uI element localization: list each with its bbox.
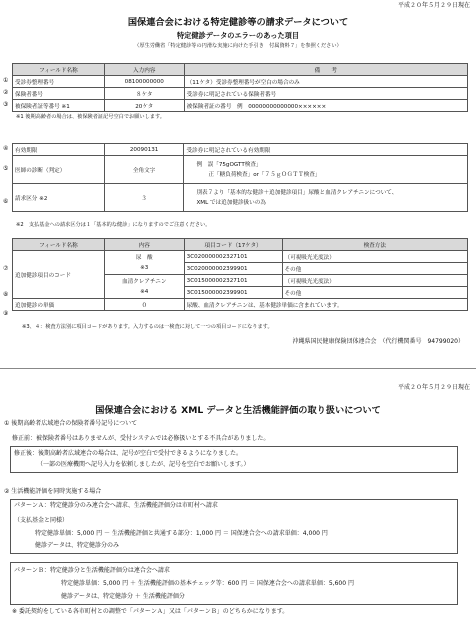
section-2-heading: ② 生活機能評価を同時実施する場合 xyxy=(4,488,102,495)
doc2-footer: ※ 委託契約をしている各市町村との調整で「パターンＡ」又は「パターンＢ」のどちらかになります。 xyxy=(12,608,289,615)
table-2 xyxy=(12,143,468,212)
row-number: ④ xyxy=(3,145,9,152)
input-cell: 20ケタ xyxy=(104,100,184,112)
content-cell: 尿 酸 xyxy=(104,251,184,263)
footnote-3: ※3、４：検査方法別に項目コードがあります。入力するのは一検査に対して一つの項目コードになります。 xyxy=(22,324,273,330)
field-cell: 有効期限 xyxy=(13,144,105,156)
pattern-a-line2: 健診データは、特定健診分のみ xyxy=(35,542,120,549)
note-cell: 受診券に明記されている有効期限 xyxy=(184,144,468,156)
header-content: 内容 xyxy=(104,239,184,251)
table-3 xyxy=(12,238,468,311)
field-cell: 保険者番号 xyxy=(13,88,105,100)
pattern-b-line1: 特定健診単価：5,000 円 ＋ 生活機能評価の基本チェック等：600 円 ＝ 国保連合会への請求単価：5,600 円 xyxy=(61,580,354,587)
field-cell: 医師の診断（判定） xyxy=(13,156,105,184)
field-cell: 被保険者証等番号 ※1 xyxy=(13,100,105,112)
code-cell: 3C020000002327101 xyxy=(184,251,282,263)
doc2-date: 平成２０年５月２９日現在 xyxy=(397,384,470,391)
method-cell: その他 xyxy=(282,263,467,275)
table-row xyxy=(13,251,468,263)
section-1-before: 修正前：被保険者番号はありませんが、受付システムでは必修扱いとする不具合がありました。 xyxy=(12,435,270,442)
note-cell: （11ケタ）受診券整理番号が空白の場合のみ xyxy=(184,76,467,88)
header-note: 備 考 xyxy=(184,64,467,76)
note-line: XML では追加健診扱いの為 xyxy=(196,199,266,206)
code-cell: 3C015000002399901 xyxy=(184,287,282,299)
row-number: ⑨ xyxy=(3,310,9,317)
field-cell: 追加健診項目のコード xyxy=(13,251,105,299)
doc2-title: 国保連合会における XML データと生活機能評価の取り扱いについて xyxy=(95,405,381,416)
table-row xyxy=(13,299,468,311)
input-cell: 全角文字 xyxy=(104,156,184,184)
content-cell: 血清クレアチニン xyxy=(104,275,184,287)
code-cell: 3C020000002399901 xyxy=(184,263,282,275)
note-cell: 受診券に明記されている保険者番号 xyxy=(184,88,467,100)
table-row xyxy=(13,184,468,212)
footnote-1: ※1 後期高齢者の場合は、被保険者証記号空白でお願いします。 xyxy=(16,114,165,120)
section-1-after-box xyxy=(10,446,458,473)
header-code: 項目コード（17ケタ） xyxy=(184,239,282,251)
doc1-subtitle-note: （厚生労働省「特定健診等の円滑な実施に向けた手引き 付属資料７」を参照ください） xyxy=(134,43,342,49)
row-number: ⑧ xyxy=(3,291,9,298)
table-1 xyxy=(12,63,468,112)
table-row xyxy=(13,76,468,88)
note-cell: 被保険者証の番号 例 00000000000000×××××× xyxy=(184,100,467,112)
table-row xyxy=(13,100,468,112)
table-3-header xyxy=(13,239,468,251)
content-cell: ※4 xyxy=(104,287,184,299)
doc1-title: 国保連合会における特定健診等の請求データについて xyxy=(127,17,349,28)
table-row xyxy=(13,88,468,100)
row-number: ⑤ xyxy=(3,165,9,172)
footnote-2: ※2 支払基金への請求区分は１「基本的な健診」になりますのでご注意ください。 xyxy=(16,222,211,228)
row-number: ① xyxy=(3,77,9,84)
section-1-after-line1: 修正後：後期高齢者広域連合の場合は、記号が空白で受付できるようになりました。 xyxy=(14,450,243,457)
header-input: 入力内容 xyxy=(104,64,184,76)
table-row xyxy=(13,144,468,156)
pattern-b-line2: 健診データは、特定健診分 ＋ 生活機能評価分 xyxy=(61,593,185,600)
row-number: ② xyxy=(3,89,9,96)
input-cell: 20090131 xyxy=(104,144,184,156)
row-number: ⑦ xyxy=(3,265,9,272)
method-cell: （可視吸光光度法） xyxy=(282,251,467,263)
doc1-subtitle: 特定健診データのエラーのあった項目 xyxy=(176,31,300,40)
section-1-after-line2: （一部の医療機関へ記号入力を依頼しましたが、記号を空白でお願いします。） xyxy=(37,461,250,468)
table-row xyxy=(13,156,468,184)
input-cell: ８ケタ xyxy=(104,88,184,100)
content-cell: ０ xyxy=(104,299,184,311)
note-cell xyxy=(184,184,468,212)
pattern-a-title: パターンＡ：特定健診分のみ連合会へ請求、生活機能評価分は市町村へ請求 xyxy=(14,502,218,509)
note-line: 正「糖負荷検査」or「７５ｇＯＧＴＴ検査」 xyxy=(208,171,321,178)
divider xyxy=(0,368,476,369)
field-cell: 追加健診の単価 xyxy=(13,299,105,311)
note-line: 例 誤「75gOGTT検査」 xyxy=(196,161,262,168)
row-number: ③ xyxy=(3,101,9,108)
code-cell: 3C015000002327101 xyxy=(184,275,282,287)
doc1-date: 平成２０年５月２９日現在 xyxy=(397,2,470,9)
pattern-b-title: パターンＢ：特定健診分と生活機能評価分は連合会へ請求 xyxy=(14,567,170,574)
content-cell: ※3 xyxy=(104,263,184,275)
note-cell xyxy=(184,156,468,184)
note-line: 別表７より「基本的な健診＋追加健診項目」尿酸と血清クレアチニンについて、 xyxy=(196,189,398,196)
input-cell: ３ xyxy=(104,184,184,212)
method-cell: その他 xyxy=(282,287,467,299)
field-cell: 請求区分 ※2 xyxy=(13,184,105,212)
organization: 沖縄県国民健康保険団体連合会 （代行機関番号 94799020） xyxy=(292,338,464,345)
table-1-header xyxy=(13,64,468,76)
header-method: 検査方法 xyxy=(282,239,467,251)
field-cell: 受診券整理番号 xyxy=(13,76,105,88)
pattern-b-box xyxy=(10,562,458,605)
row-number: ⑥ xyxy=(3,198,9,205)
pattern-a-box xyxy=(10,499,458,554)
pattern-a-sub: （支払基金と同様） xyxy=(14,517,69,524)
note-cell: 尿酸、血清クレアチニンは、基本健診単価に含まれています。 xyxy=(184,299,467,311)
header-field: フィールド名称 xyxy=(13,239,105,251)
pattern-a-line1: 特定健診単価：5,000 円 － 生活機能評価と共通する部分：1,000 円 ＝ 国保連合会への請求単価：4,000 円 xyxy=(35,530,328,537)
method-cell: （可視吸光光度法） xyxy=(282,275,467,287)
section-1-heading: ① 後期高齢者広域連合の保険者番号記号について xyxy=(4,420,138,427)
input-cell: 08100000000 xyxy=(104,76,184,88)
header-field: フィールド名称 xyxy=(13,64,105,76)
